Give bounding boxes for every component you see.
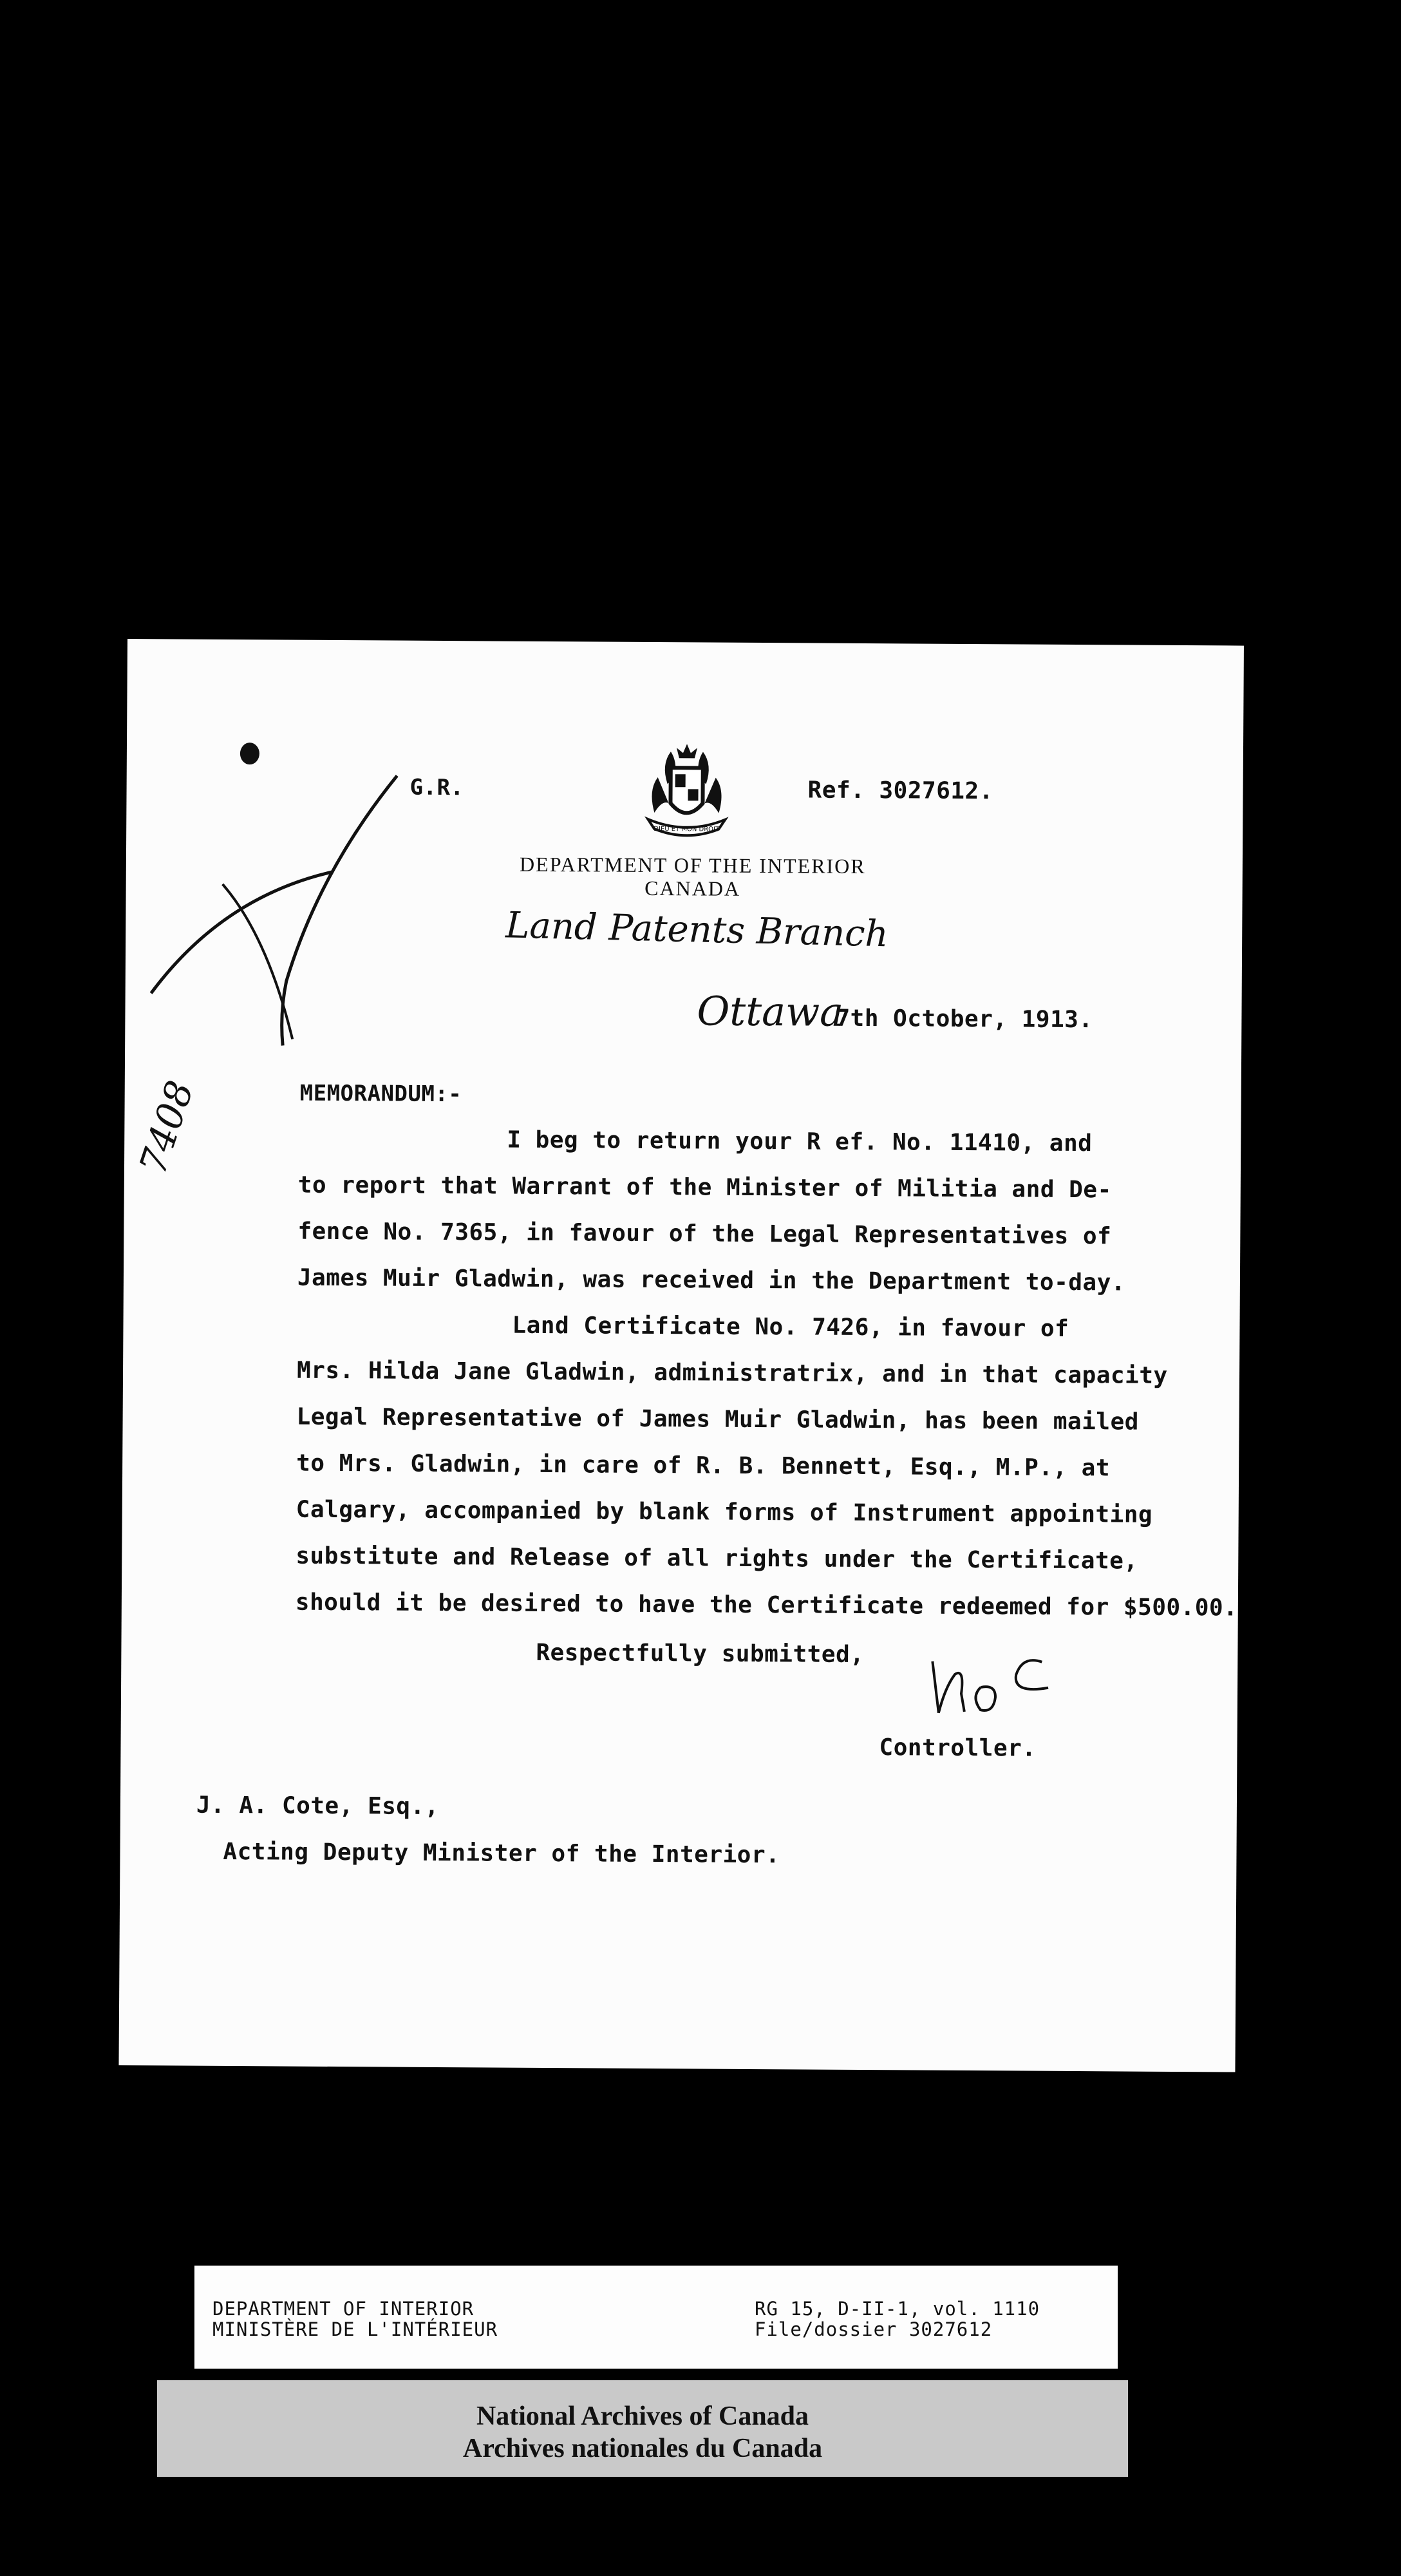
pencil-mark-icon: [125, 768, 487, 1066]
body-line: to Mrs. Gladwin, in care of R. B. Bennett, Esq., M.P., at: [296, 1450, 1111, 1482]
place-name: Ottawa: [697, 987, 844, 1036]
body-line: Mrs. Hilda Jane Gladwin, administratrix, and in that capacity: [296, 1357, 1168, 1389]
branch-heading: Land Patents Branch: [505, 904, 889, 956]
body-line: substitute and Release of all rights under the Certificate,: [296, 1542, 1138, 1575]
margin-note: 7408: [131, 1075, 203, 1180]
body-line: should it be desired to have the Certificate redeemed for $500.00.: [295, 1589, 1238, 1622]
body-line: Legal Representative of James Muir Gladwin, has been mailed: [296, 1403, 1139, 1435]
signature-initials-icon: [919, 1636, 1068, 1720]
addressee-title: Acting Deputy Minister of the Interior.: [223, 1838, 780, 1869]
file-reference: File/dossier 3027612: [755, 2318, 993, 2340]
archives-name-en: National Archives of Canada: [476, 2401, 809, 2431]
archives-name-fr: Archives nationales du Canada: [462, 2434, 823, 2463]
reference-number: Ref. 3027612.: [807, 777, 993, 805]
letter-page: [118, 639, 1243, 2072]
closing: Respectfully submitted,: [536, 1639, 865, 1669]
body-line: I beg to return your R ef. No. 11410, and: [507, 1126, 1093, 1157]
royal-coat-of-arms-icon: [622, 739, 751, 849]
country-heading: CANADA: [644, 876, 741, 900]
body-line: Calgary, accompanied by blank forms of Instrument appointing: [296, 1496, 1153, 1528]
rg-reference: RG 15, D-II-1, vol. 1110: [755, 2298, 1040, 2320]
archive-reference-label: [194, 2266, 1118, 2369]
gr-mark: G.R.: [409, 774, 464, 801]
department-heading: DEPARTMENT OF THE INTERIOR: [519, 852, 866, 878]
archives-banner: [157, 2380, 1128, 2477]
ink-blot: [240, 743, 259, 764]
memorandum-heading: MEMORANDUM:-: [299, 1080, 462, 1108]
body-line: to report that Warrant of the Minister of Militia and De-: [297, 1171, 1112, 1204]
svg-text:DIEU ET MON DROIT: DIEU ET MON DROIT: [653, 825, 720, 833]
body-line: fence No. 7365, in favour of the Legal Representatives of: [297, 1218, 1112, 1250]
letter-date: 7th October, 1913.: [836, 1005, 1093, 1034]
signatory-title: Controller.: [879, 1734, 1037, 1762]
body-line: Land Certificate No. 7426, in favour of: [512, 1312, 1069, 1342]
body-line: James Muir Gladwin, was received in the Department to-day.: [297, 1264, 1126, 1296]
department-fr: MINISTÈRE DE L'INTÉRIEUR: [212, 2318, 498, 2340]
department-en: DEPARTMENT OF INTERIOR: [212, 2298, 475, 2320]
addressee-name: J. A. Cote, Esq.,: [196, 1792, 440, 1820]
